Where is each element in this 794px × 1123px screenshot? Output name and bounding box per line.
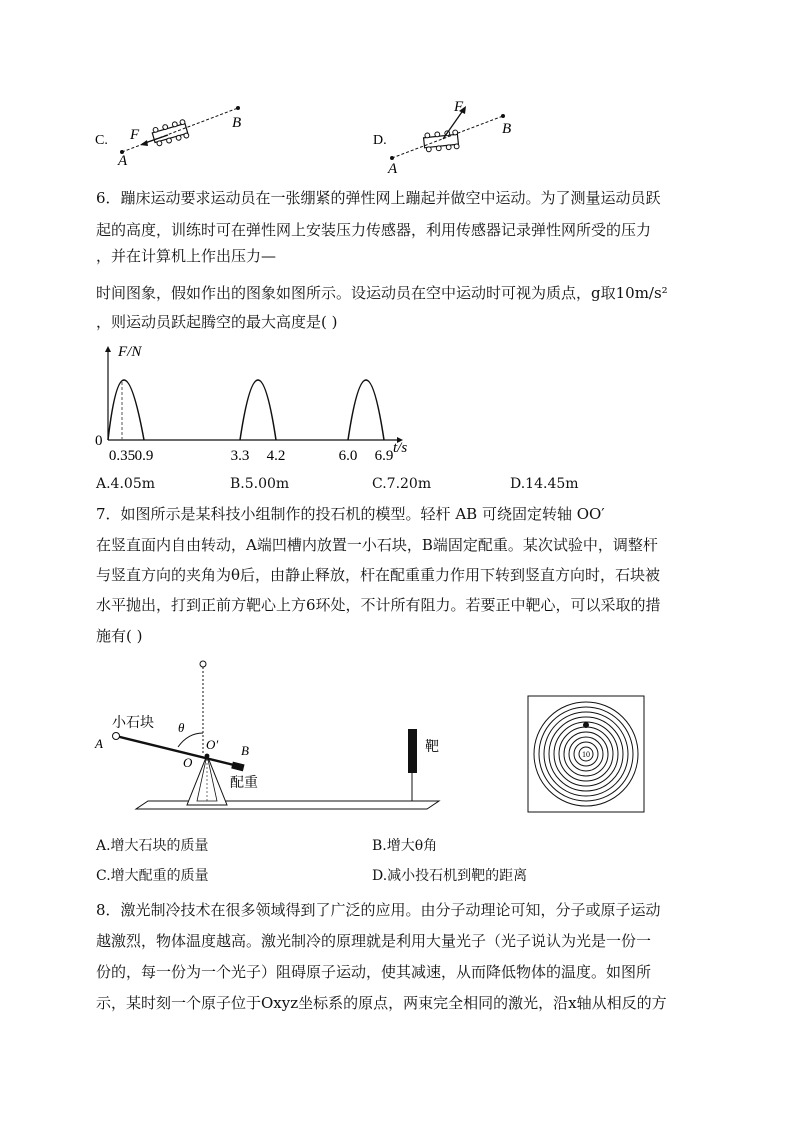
target-label: 靶 — [425, 740, 439, 755]
x-tick-label: 4.2 — [266, 448, 286, 464]
target-rings-svg — [527, 695, 645, 813]
weight-label: 配重 — [230, 776, 258, 791]
bullseye-label: 10 — [582, 750, 590, 759]
pulse-curve-1 — [108, 380, 144, 440]
x-tick-label: 0.9 — [134, 448, 154, 464]
q8-line-1: 8．激光制冷技术在很多领域得到了广泛的应用。由分子动理论可知，分子或原子运动 — [96, 901, 661, 919]
target-rings-figure — [527, 695, 645, 813]
q6-option-a: A.4.05m — [96, 476, 156, 492]
q5-option-d — [368, 95, 528, 175]
q7-line-1: 7．如图所示是某科技小组制作的投石机的模型。轻杆 AB 可绕固定转轴 OO′ — [96, 505, 605, 523]
x-tick-label: 6.0 — [338, 448, 358, 464]
x-tick-label: 0.35 — [108, 448, 136, 464]
force-time-chart-svg — [92, 340, 422, 468]
point-a-label-d: A — [388, 161, 398, 175]
q6-line-5: ，则运动员跃起腾空的最大高度是( ) — [96, 313, 338, 331]
q7-line-2: 在竖直面内自由转动，A端凹槽内放置一小石块，B端固定配重。某次试验中，调整杆 — [96, 536, 658, 554]
stone-label: 小石块 — [112, 716, 154, 731]
q7-line-4: 水平抛出，打到正前方靶心上方6环处，不计所有阻力。若要正中靶心，可以采取的措 — [96, 596, 661, 614]
y-axis-label: F/N — [118, 344, 142, 360]
q6-option-b: B.5.00m — [230, 476, 290, 492]
option-c-letter: C. — [95, 133, 108, 148]
q8-line-2: 越激烈，物体温度越高。激光制冷的原理就是利用大量光子（光子说认为光是一份一 — [96, 932, 652, 950]
theta-label: θ — [178, 720, 185, 735]
q6-line-3: ，并在计算机上作出压力— — [96, 247, 277, 265]
q7-option-c: C.增大配重的质量 — [96, 868, 209, 884]
point-b-label: B — [241, 743, 249, 758]
x-axis-label: t/s — [393, 440, 408, 456]
cart-d — [423, 130, 459, 152]
point-a-label-c: A — [118, 153, 128, 169]
hit-mark — [583, 722, 589, 728]
force-label-c: F — [130, 127, 140, 143]
force-label-d: F — [454, 99, 464, 115]
q6-line-1: 6．蹦床运动要求运动员在一张绷紧的弹性网上蹦起并做空中运动。为了测量运动员跃 — [96, 189, 661, 207]
option-d-diagram — [368, 95, 528, 175]
y-axis-arrow — [105, 346, 111, 352]
point-a-label: A — [95, 736, 103, 751]
q6-line-2: 起的高度，训练时可在弹性网上安装压力传感器，利用传感器记录弹性网所受的压力 — [96, 221, 652, 239]
cart-c — [151, 119, 189, 147]
trebuchet-figure-svg — [92, 655, 452, 815]
point-o-prime-label: O′ — [206, 737, 219, 752]
x-tick-label: 3.3 — [230, 448, 250, 464]
force-time-chart — [92, 340, 422, 468]
q7-option-a: A.增大石块的质量 — [96, 838, 209, 854]
q8-line-4: 示，某时刻一个原子位于Oxyz坐标系的原点，两束完全相同的激光，沿x轴从相反的方 — [96, 994, 667, 1012]
pulse-curve-3 — [348, 380, 384, 440]
trebuchet-figure — [92, 655, 452, 815]
x-tick-label: 6.9 — [374, 448, 394, 464]
q5-option-c — [90, 95, 260, 170]
q8-line-3: 份的，每一份为一个光子）阻碍原子运动，使其减速，从而降低物体的温度。如图所 — [96, 963, 652, 981]
q6-line-4: 时间图象，假如作出的图象如图所示。设运动员在空中运动时可视为质点，g取10m/s² — [96, 284, 668, 302]
q6-option-c: C.7.20m — [372, 476, 432, 492]
origin-label: 0 — [95, 433, 103, 449]
q7-option-b: B.增大θ角 — [372, 838, 438, 854]
point-b-label-d: B — [502, 121, 512, 137]
q7-option-d: D.减小投石机到靶的距离 — [372, 868, 528, 884]
q6-option-d: D.14.45m — [510, 476, 579, 492]
option-c-diagram — [90, 95, 260, 170]
q7-line-5: 施有( ) — [96, 627, 143, 645]
point-b-label-c: B — [232, 115, 242, 131]
option-d-letter: D. — [373, 133, 387, 148]
point-o-label: O — [183, 755, 193, 770]
pulse-curve-2 — [240, 380, 276, 440]
q7-line-3: 与竖直方向的夹角为θ后，由静止释放，杆在配重重力作用下转到竖直方向时，石块被 — [96, 566, 661, 584]
